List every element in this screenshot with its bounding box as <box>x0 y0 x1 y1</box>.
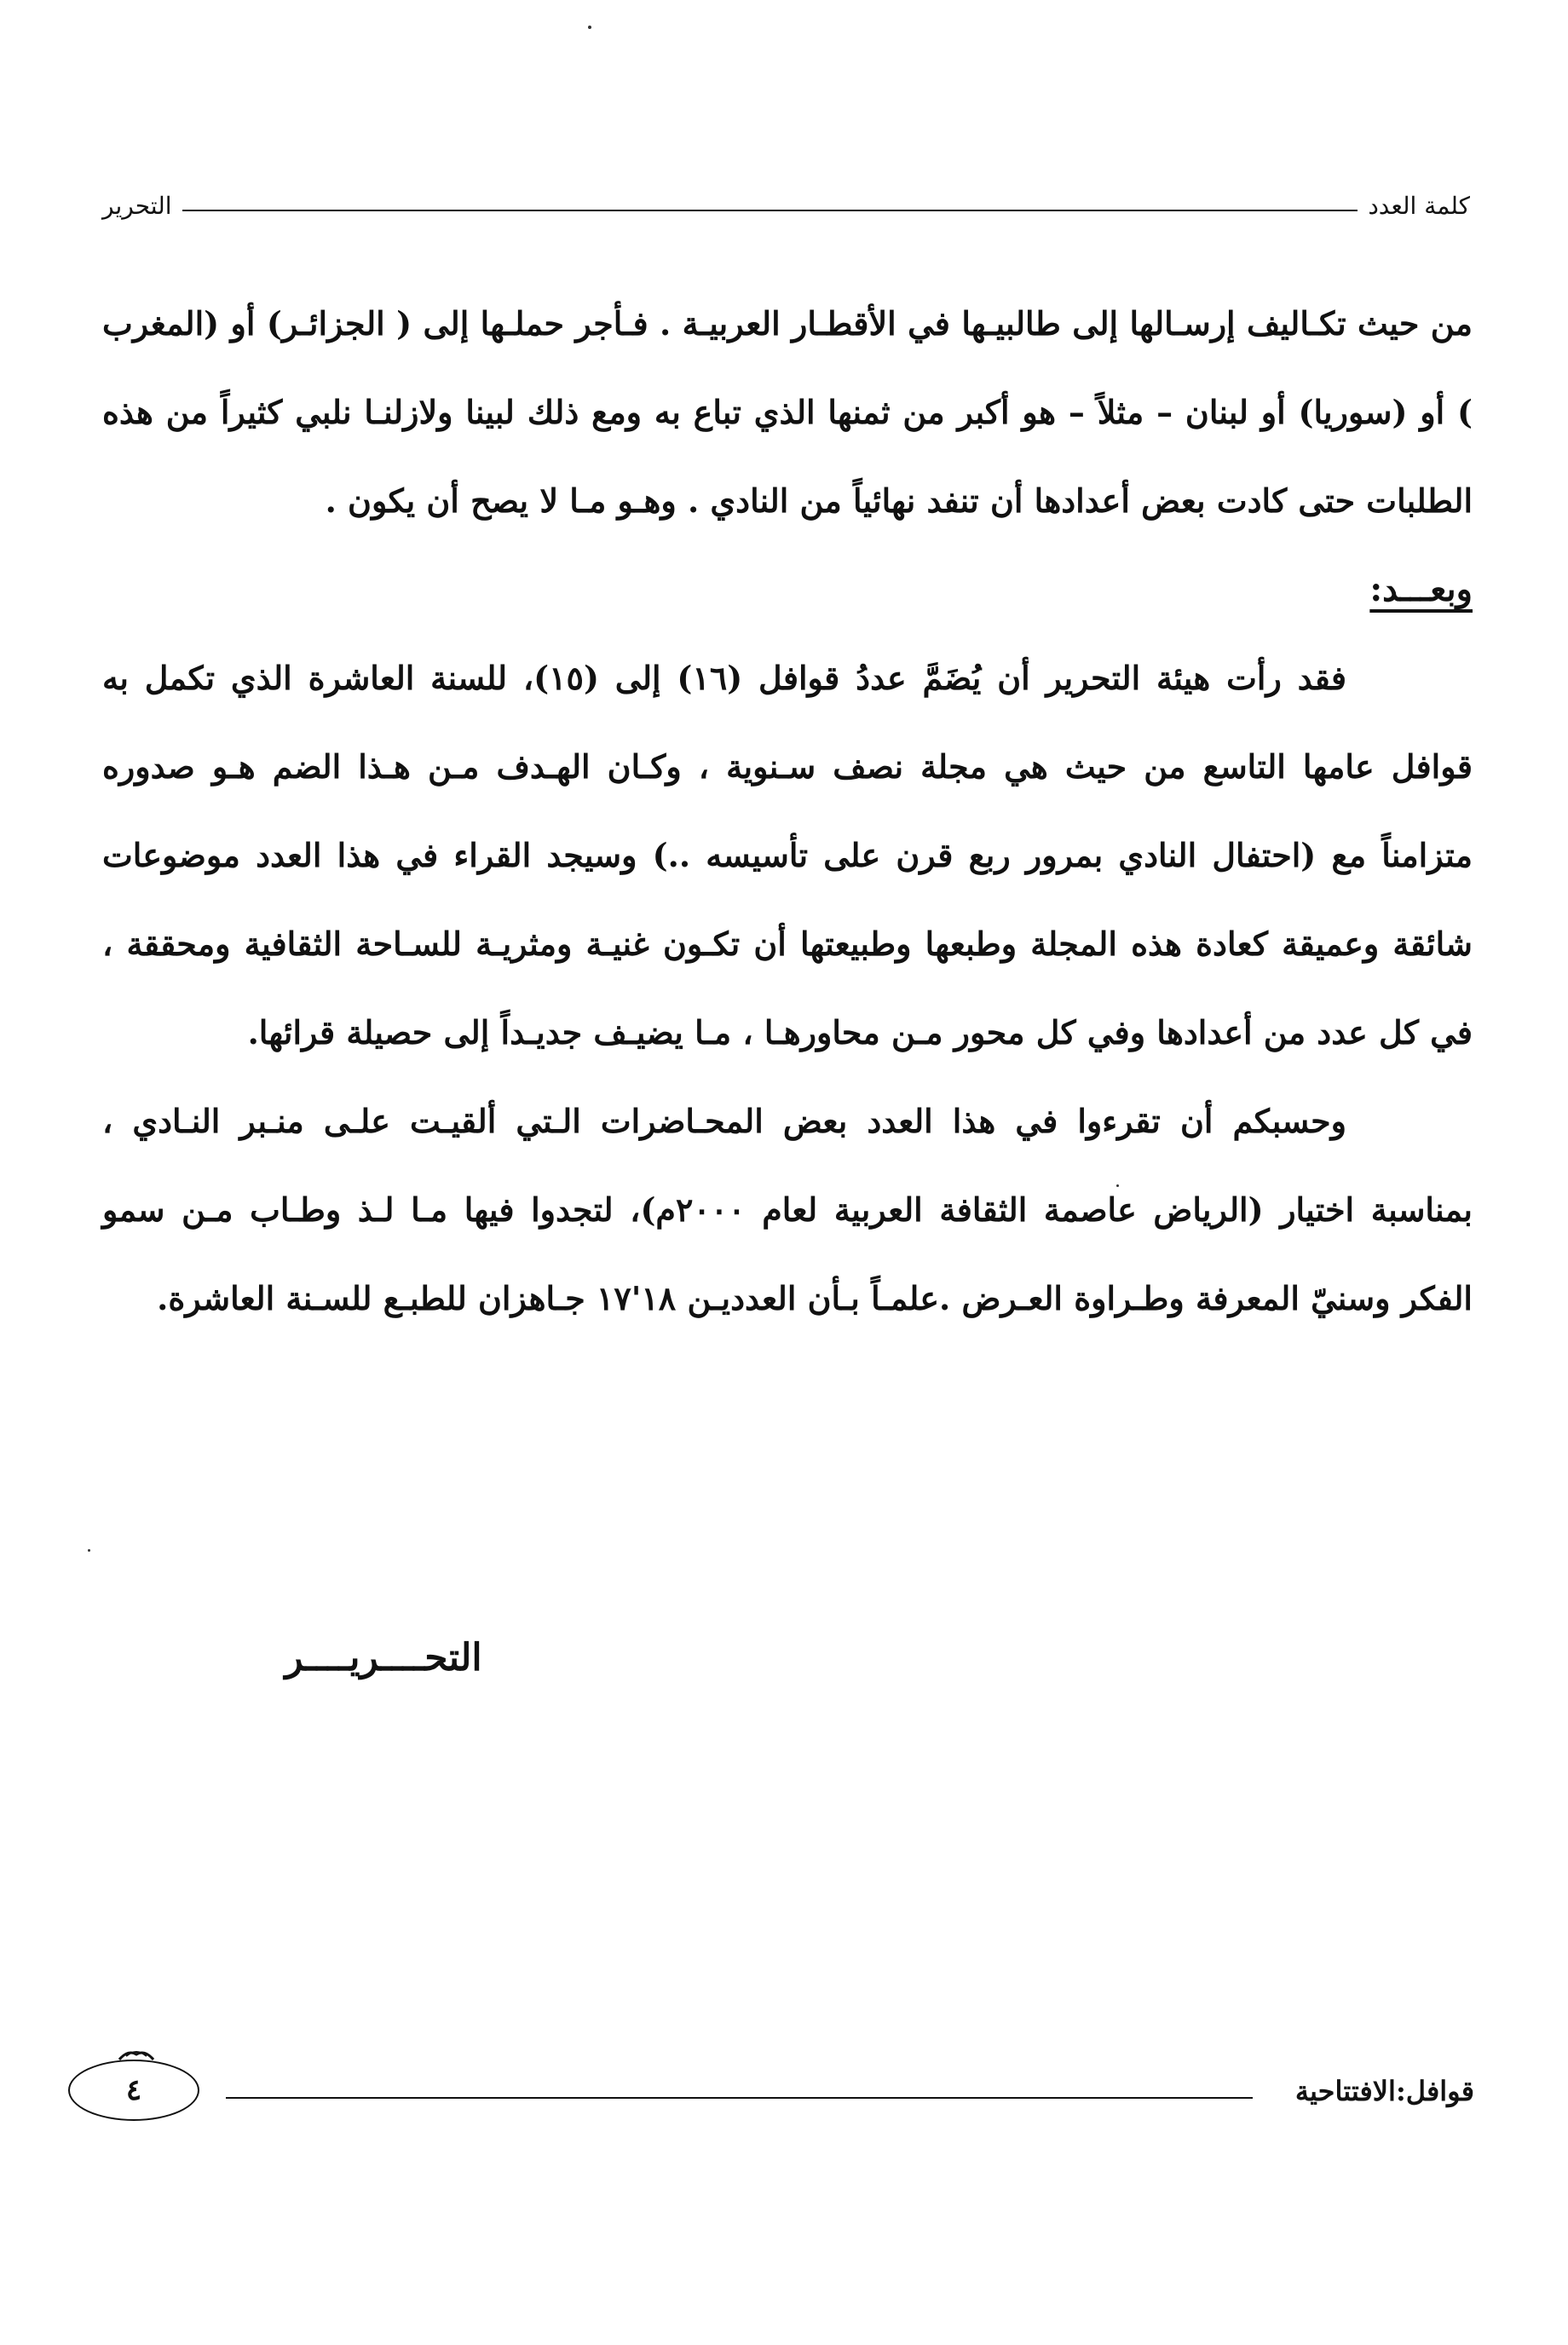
header-rule <box>182 210 1358 211</box>
running-header <box>102 177 1470 220</box>
header-author: التحرير <box>102 192 172 220</box>
signature: التحــــريــــر <box>285 1636 482 1680</box>
paragraph-3: وحسبكم أن تقرءوا في هذا العدد بعض المحـاضرات الـتي ألقيـت علـى منـبر النـادي ، بمناسبة اختيار (الرياض عاصمة الثقافة العربية لعام ٢٠٠٠م)، لتجدوا فيها مـا لـذ وطـاب مـن سمو الفكر وسنيّ المعرفة وطـراوة العـرض .علمـاً بـأن العدديـن ١٨'١٧ جـاهزان للطبـع للسـنة العاشرة. <box>102 1102 1473 1317</box>
header-section-title: كلمة العدد <box>1368 192 1470 220</box>
footer-rule <box>226 2097 1253 2099</box>
scan-speck <box>88 1549 90 1552</box>
page-number: ٤ <box>125 2073 142 2107</box>
paragraph-1: من حيث تكـاليف إرسـالها إلى طالبيـها في الأقطـار العربيـة . فـأجر حملـها إلى ( الجزائـر) أو (المغرب ) أو (سوريا) أو لبنان – مثلاً – هو أكبر من ثمنها الذي تباع به ومع ذلك لبينا ولازلنـا نلبي كثيراً من هذه الطلبات حتى كادت بعض أعدادها أن تنفد نهائياً من النادي . وهـو مـا لا يصح أن يكون . <box>102 304 1473 520</box>
footer-journal-title: قوافل:الافتتاحية <box>1294 2075 1474 2107</box>
page-number-badge <box>68 2060 199 2121</box>
scan-speck <box>588 26 591 29</box>
section-heading: وبعـــد: <box>1369 569 1473 609</box>
paragraph-2: فقد رأت هيئة التحرير أن يُضَمَّ عددُ قوافل (١٦) إلى (١٥)، للسنة العاشرة الذي تكمل به قوافل عامها التاسع من حيث هي مجلة نصف سـنوية ، وكـان الهـدف مـن هـذا الضم هـو صدوره متزامناً مع (احتفال النادي بمرور ربع قرن على تأسيسه ..) وسيجد القراء في هذا العدد موضوعات شائقة وعميقة كعادة هذه المجلة وطبعها وطبيعتها أن تكـون غنيـة ومثريـة للسـاحة الثقافية ومحققة ، في كل عدد من أعدادها وفي كل محور مـن محاورهـا ، مـا يضيـف جديـداً إلى حصيلة قرائها. <box>102 659 1473 1052</box>
page-footer <box>68 2041 1474 2135</box>
article-body <box>102 279 1473 1343</box>
